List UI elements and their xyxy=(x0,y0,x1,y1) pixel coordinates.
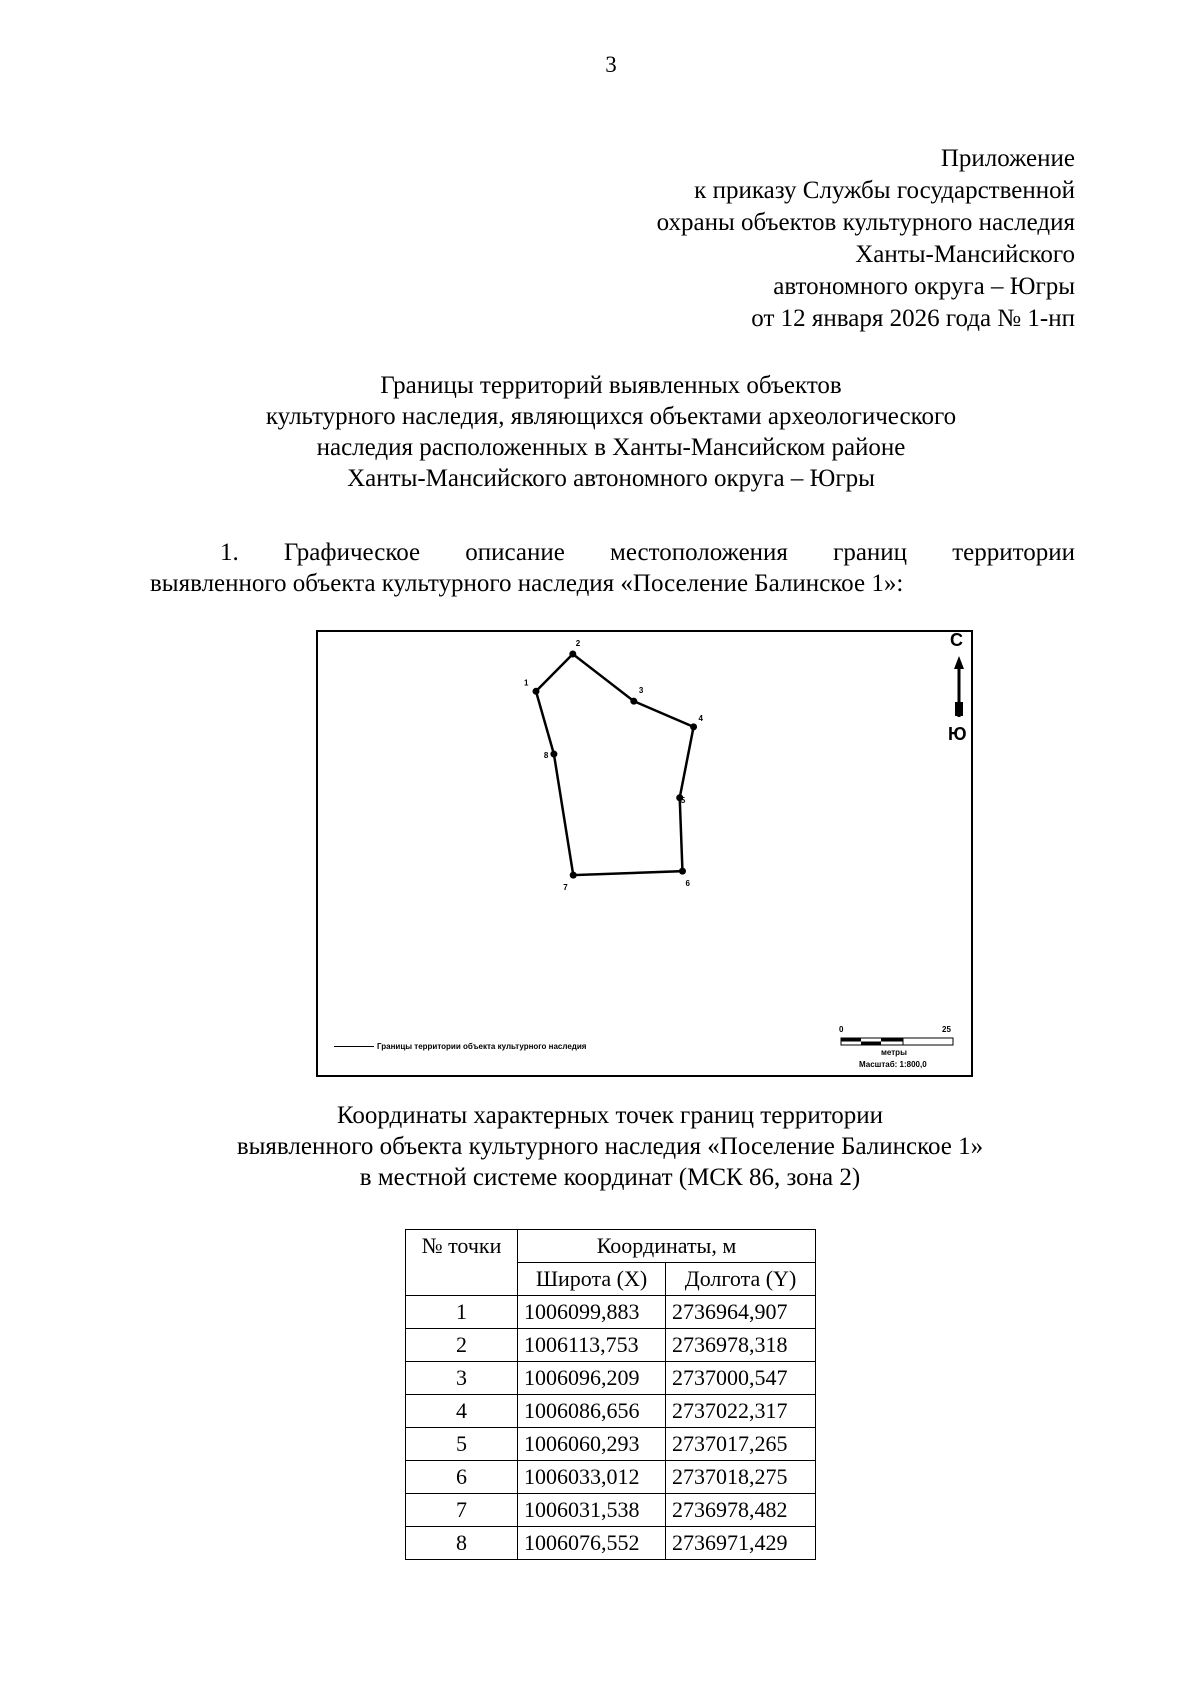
row-point-number: 5 xyxy=(406,1428,518,1461)
title-line: наследия расположенных в Ханты-Мансийском районе xyxy=(316,434,906,461)
header-longitude: Долгота (Y) xyxy=(666,1263,816,1296)
row-longitude: 2737017,265 xyxy=(666,1428,816,1461)
boundary-point-label: 2 xyxy=(575,639,581,648)
boundary-point-marker xyxy=(690,723,697,730)
boundary-point-label: 5 xyxy=(680,795,686,805)
appendix-line: к приказу Службы государственной xyxy=(694,177,1075,204)
scale-bar xyxy=(841,1038,953,1045)
table-row xyxy=(406,1527,816,1560)
boundary-point-label: 3 xyxy=(638,686,644,696)
boundary-point-label: 8 xyxy=(543,751,549,761)
coordinates-title-line: Координаты характерных точек границ территории xyxy=(336,1102,884,1129)
scale-unit-label: метры xyxy=(881,1048,907,1057)
scale-start-label: 0 xyxy=(839,1025,844,1034)
title-line: культурного наследия, являющихся объектами археологического xyxy=(265,403,957,430)
paragraph-word: местоположения xyxy=(610,539,788,566)
row-point-number: 2 xyxy=(406,1329,518,1362)
boundary-map xyxy=(316,630,973,1077)
table-header-row xyxy=(406,1230,816,1263)
row-point-number: 8 xyxy=(406,1527,518,1560)
appendix-header xyxy=(657,143,1075,335)
paragraph-word: территории xyxy=(952,539,1075,566)
row-point-number: 3 xyxy=(406,1362,518,1395)
north-arrow-icon xyxy=(954,656,964,717)
appendix-line: автономного округа – Югры xyxy=(773,273,1075,300)
row-longitude: 2736964,907 xyxy=(666,1296,816,1329)
title-line: Границы территорий выявленных объектов xyxy=(380,372,842,399)
boundary-point-label: 1 xyxy=(524,678,529,688)
row-latitude: 1006033,012 xyxy=(518,1461,666,1494)
appendix-line: от 12 января 2026 года № 1-нп xyxy=(751,305,1075,332)
title-line: Ханты-Мансийского автономного округа – Югры xyxy=(347,465,875,492)
boundary-map-drawing xyxy=(318,632,971,1075)
row-longitude: 2737018,275 xyxy=(666,1461,816,1494)
boundary-point-marker xyxy=(569,651,576,658)
table-row xyxy=(406,1362,816,1395)
paragraph-word: Графическое xyxy=(283,539,421,566)
table-row xyxy=(406,1428,816,1461)
header-point-number: № точки xyxy=(406,1230,518,1296)
header-coordinates: Координаты, м xyxy=(518,1230,816,1263)
coordinates-title-line: в местной системе координат (МСК 86, зона 2) xyxy=(359,1164,861,1191)
row-latitude: 1006096,209 xyxy=(518,1362,666,1395)
south-label: Ю xyxy=(948,724,967,744)
row-latitude: 1006113,753 xyxy=(518,1329,666,1362)
coordinates-title xyxy=(160,1100,1060,1193)
row-latitude: 1006086,656 xyxy=(518,1395,666,1428)
row-latitude: 1006099,883 xyxy=(518,1296,666,1329)
row-longitude: 2736978,318 xyxy=(666,1329,816,1362)
scale-end-label: 25 xyxy=(942,1025,951,1034)
paragraph-line-2: выявленного объекта культурного наследия «Поселение Балинское 1»: xyxy=(150,570,904,597)
row-longitude: 2736978,482 xyxy=(666,1494,816,1527)
appendix-line: Приложение xyxy=(940,145,1075,172)
legend-label: Границы территории объекта культурного наследия xyxy=(377,1042,587,1051)
coordinates-title-line: выявленного объекта культурного наследия «Поселение Балинское 1» xyxy=(236,1133,984,1160)
row-latitude: 1006031,538 xyxy=(518,1494,666,1527)
boundary-polygon xyxy=(536,654,694,875)
boundary-point-marker xyxy=(533,688,540,695)
legend-line-swatch xyxy=(334,1046,374,1047)
coordinates-table xyxy=(405,1229,816,1560)
appendix-line: Ханты-Мансийского xyxy=(855,241,1075,268)
table-row xyxy=(406,1494,816,1527)
boundary-point-label: 7 xyxy=(563,883,568,893)
page-number: 3 xyxy=(605,52,617,77)
row-longitude: 2736971,429 xyxy=(666,1527,816,1560)
table-row xyxy=(406,1329,816,1362)
table-row xyxy=(406,1296,816,1329)
section-number: 1. xyxy=(220,539,239,566)
row-longitude: 2737000,547 xyxy=(666,1362,816,1395)
paragraph-line-1 xyxy=(150,537,1075,568)
paragraph-word: описание xyxy=(465,539,565,566)
boundary-point-label: 4 xyxy=(698,713,704,723)
row-longitude: 2737022,317 xyxy=(666,1395,816,1428)
boundary-point-label: 6 xyxy=(685,879,690,889)
document-title xyxy=(150,370,1072,494)
scale-ratio-label: Масштаб: 1:800,0 xyxy=(859,1060,927,1069)
row-latitude: 1006060,293 xyxy=(518,1428,666,1461)
row-point-number: 4 xyxy=(406,1395,518,1428)
row-latitude: 1006076,552 xyxy=(518,1527,666,1560)
paragraph-word: границ xyxy=(833,539,908,566)
boundary-point-marker xyxy=(550,751,557,758)
table-row xyxy=(406,1395,816,1428)
section-1-paragraph xyxy=(150,537,1075,599)
boundary-point-marker xyxy=(679,868,686,875)
header-latitude: Широта (X) xyxy=(518,1263,666,1296)
row-point-number: 1 xyxy=(406,1296,518,1329)
appendix-line: охраны объектов культурного наследия xyxy=(656,209,1075,236)
north-label: С xyxy=(950,630,963,650)
table-row xyxy=(406,1461,816,1494)
map-legend xyxy=(334,1042,586,1051)
row-point-number: 6 xyxy=(406,1461,518,1494)
row-point-number: 7 xyxy=(406,1494,518,1527)
boundary-point-marker xyxy=(570,872,577,879)
boundary-point-marker xyxy=(630,698,637,705)
